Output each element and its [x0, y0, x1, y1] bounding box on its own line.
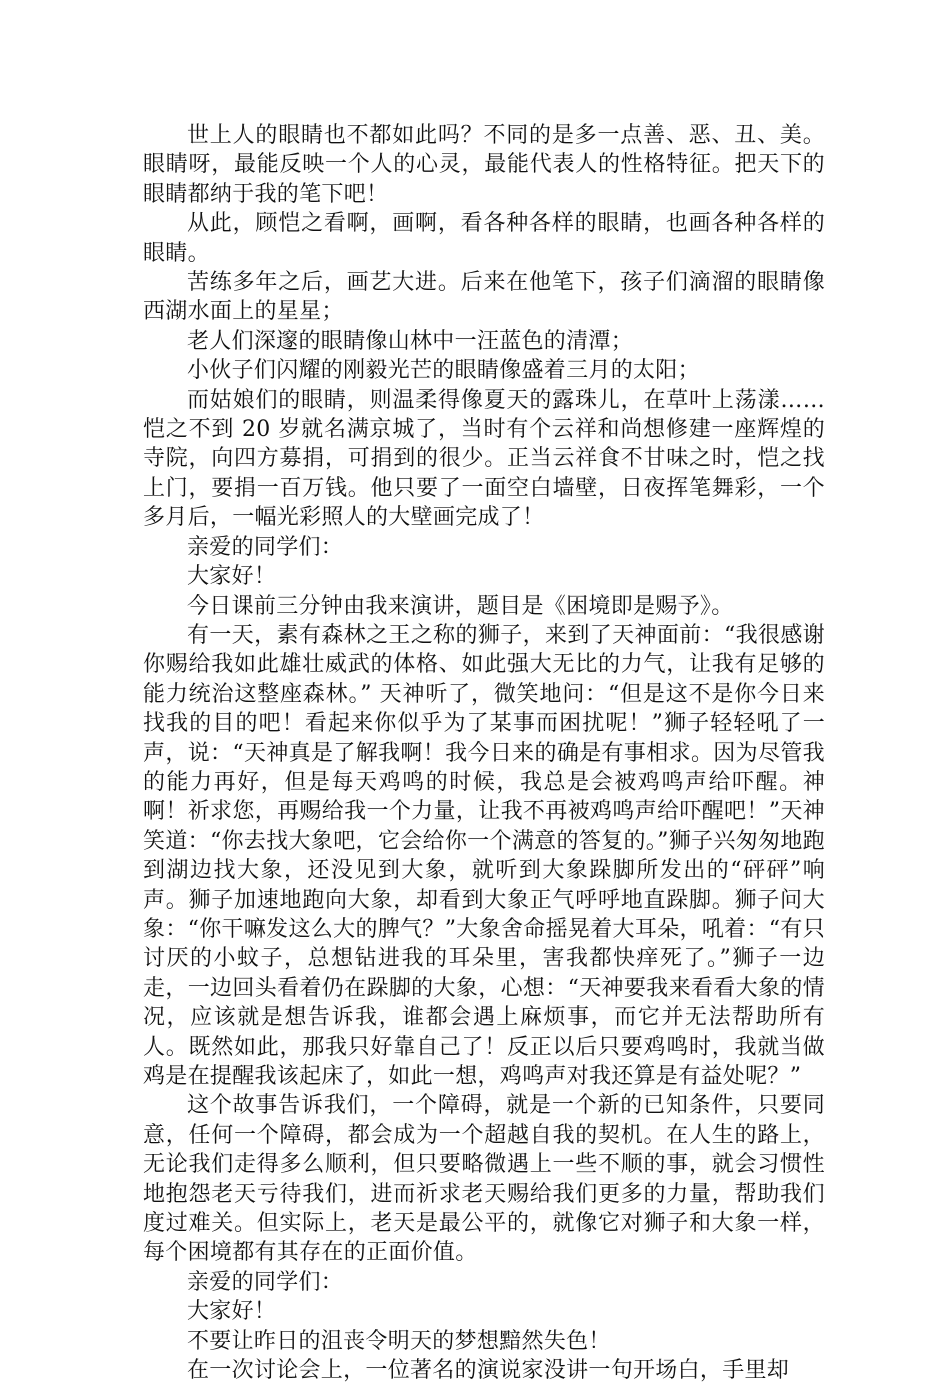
paragraph: 苦练多年之后，画艺大进。后来在他笔下，孩子们滴溜的眼睛像西湖水面上的星星；: [143, 270, 825, 325]
paragraph: 不要让昨日的沮丧令明天的梦想黯然失色！: [187, 1328, 611, 1354]
salutation: 亲爱的同学们：: [187, 1269, 344, 1295]
paragraph: 在一次讨论会上，一位著名的演说家没讲一句开场白，手里却: [187, 1358, 790, 1384]
paragraph: 今日课前三分钟由我来演讲，题目是《困境即是赐予》。: [187, 593, 734, 619]
salutation: 亲爱的同学们：: [187, 534, 344, 560]
greeting: 大家好！: [187, 564, 277, 590]
paragraph: 小伙子们闪耀的刚毅光芒的眼睛像盛着三月的太阳；: [187, 358, 700, 384]
greeting: 大家好！: [187, 1299, 277, 1325]
paragraph: 有一天，素有森林之王之称的狮子，来到了天神面前：“我很感谢你赐给我如此雄壮威武的体格、如此强大无比的力气，让我有足够的能力统治这整座森林。” 天神听了，微笑地问：“但是这不是你今日来找我的目的吧！看起来你似乎为了某事而困扰呢！”狮子轻轻吼了一声，说：“天神真是了解我啊！我今日来的确是有事相求。因为尽管我的能力再好，但是每天鸡鸣的时候，我总是会被鸡鸣声给吓醒。神啊！祈求您，再赐给我一个力量，让我不再被鸡鸣声给吓醒吧！”天神笑道：“你去找大象吧，它会给你一个满意的答复的。”狮子兴匆匆地跑到湖边找大象，还没见到大象，就听到大象跺脚所发出的“砰砰”响声。狮子加速地跑向大象，却看到大象正气呼呼地直跺脚。狮子问大象：“你干嘛发这么大的脾气？”大象舍命摇晃着大耳朵，吼着：“有只讨厌的小蚊子，总想钻进我的耳朵里，害我都快痒死了。”狮子一边走，一边回头看着仍在跺脚的大象，心想：“天神要我来看看大象的情况，应该就是想告诉我，谁都会遇上麻烦事，而它并无法帮助所有人。既然如此，那我只好靠自己了！反正以后只要鸡鸣时，我就当做鸡是在提醒我该起床了，如此一想，鸡鸣声对我还算是有益处呢？”: [143, 622, 825, 1089]
paragraph: 而姑娘们的眼睛，则温柔得像夏天的露珠儿，在草叶上荡漾……恺之不到 20 岁就名满京城了，当时有个云祥和尚想修建一座辉煌的寺院，向四方募捐，可捐到的很少。正当云祥食不甘味之时，恺之找上门，要捐一百万钱。他只要了一面空白墙壁，日夜挥笔舞彩，一个多月后，一幅光彩照人的大壁画完成了！: [143, 387, 825, 531]
paragraph: 从此，顾恺之看啊，画啊，看各种各样的眼睛，也画各种各样的眼睛。: [143, 211, 825, 266]
paragraph: 世上人的眼睛也不都如此吗？不同的是多一点善、恶、丑、美。眼睛呀，最能反映一个人的心灵，最能代表人的性格特征。把天下的眼睛都纳于我的笔下吧！: [143, 123, 825, 207]
paragraph: 老人们深邃的眼睛像山林中一汪蓝色的清潭；: [187, 328, 634, 354]
paragraph: 这个故事告诉我们，一个障碍，就是一个新的已知条件，只要同意，任何一个障碍，都会成为一个超越自我的契机。在人生的路上，无论我们走得多么顺利，但只要略微遇上一些不顺的事，就会习惯性地抱怨老天亏待我们，进而祈求老天赐给我们更多的力量，帮助我们度过难关。但实际上，老天是最公平的，就像它对狮子和大象一样，每个困境都有其存在的正面价值。: [143, 1093, 825, 1266]
document-body: [143, 121, 825, 1385]
